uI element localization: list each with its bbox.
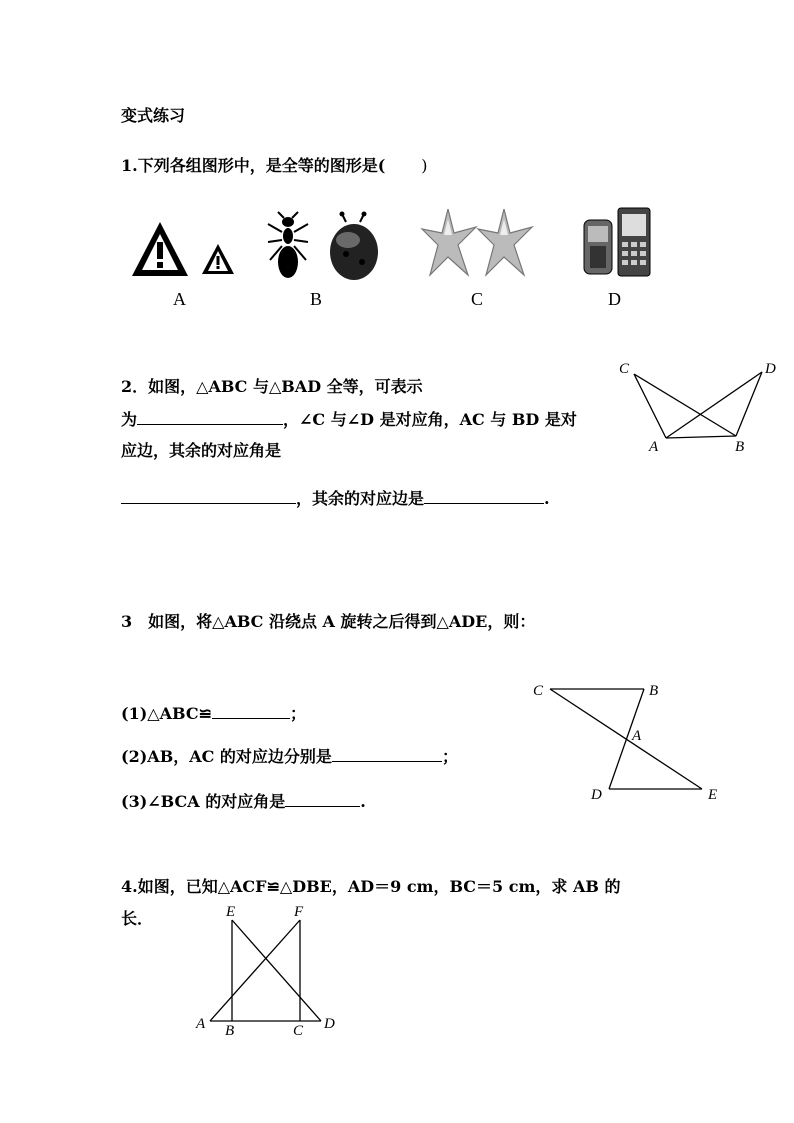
- q3-label-e: E: [708, 787, 718, 803]
- q3-sub1: [121, 704, 306, 724]
- q4-line1: 4.如图，已知△ACF≌△DBE，AD＝9 cm，BC＝5 cm，求 AB 的: [121, 877, 621, 896]
- q4-label-e: E: [226, 904, 236, 920]
- option-c-label: C: [471, 289, 484, 309]
- q2-label-b: B: [735, 439, 745, 455]
- q4-label-a: A: [196, 1016, 206, 1032]
- q3-figure: [530, 678, 730, 808]
- q3-answer-blank-3[interactable]: [285, 792, 360, 807]
- q2-figure: [616, 356, 786, 456]
- section-heading: 变式练习: [121, 106, 186, 125]
- q3-answer-blank-2[interactable]: [332, 747, 442, 762]
- q2-line2-mid: ，∠C 与∠D 是对应角，AC 与 BD 是对: [283, 410, 577, 429]
- q4-line2: 长．: [121, 909, 154, 928]
- q2-line2-start: 为: [121, 410, 138, 429]
- q3-answer-blank-1[interactable]: [212, 704, 290, 719]
- q2-line4-end: .: [544, 489, 550, 508]
- q3-label-a: A: [632, 728, 642, 744]
- q3-sub3: [121, 792, 366, 812]
- q4-label-c: C: [293, 1023, 304, 1039]
- q3-sub3-end: .: [360, 792, 366, 811]
- option-d-phones-image: [582, 206, 654, 280]
- q3-label-c: C: [533, 683, 544, 699]
- q3-sub3-start: (3)∠BCA 的对应角是: [121, 792, 286, 811]
- q2-answer-blank-3[interactable]: [424, 489, 544, 504]
- option-d-label: D: [608, 289, 621, 309]
- q2-line4: [121, 489, 550, 509]
- question-1-stem: [121, 156, 428, 176]
- q3-label-b: B: [649, 683, 659, 699]
- q4-label-f: F: [294, 904, 304, 920]
- q3-label-d: D: [591, 787, 602, 803]
- q2-line2: [121, 410, 577, 430]
- q2-line1: 2．如图，△ABC 与△BAD 全等，可表示: [121, 377, 423, 396]
- q3-sub2-end: ；: [441, 747, 458, 766]
- q2-answer-blank-1[interactable]: [137, 410, 283, 425]
- q2-answer-blank-2[interactable]: [121, 489, 296, 504]
- option-a-warning-signs-image: [130, 218, 240, 280]
- q3-sub1-start: (1)△ABC≌: [121, 704, 212, 723]
- option-c-stars-image: [422, 205, 534, 281]
- option-a-label: A: [173, 289, 186, 309]
- option-b-label: B: [310, 289, 323, 309]
- q2-label-d: D: [765, 361, 776, 377]
- q4-label-b: B: [225, 1023, 235, 1039]
- q3-sub1-end: ；: [289, 704, 306, 723]
- q2-label-c: C: [619, 361, 630, 377]
- q1-stem-text: 1.下列各组图形中，是全等的图形是(: [121, 156, 386, 175]
- q3-stem: 3 如图，将△ABC 沿绕点 A 旋转之后得到△ADE，则：: [121, 612, 536, 631]
- q2-line4-mid: ，其余的对应边是: [296, 489, 425, 508]
- q1-close-paren: ): [421, 156, 428, 175]
- option-b-ant-and-ladybug-image: [262, 210, 382, 282]
- q4-label-d: D: [324, 1016, 335, 1032]
- q2-label-a: A: [649, 439, 659, 455]
- q3-sub2: [121, 747, 458, 767]
- q4-figure: [190, 900, 350, 1042]
- q3-sub2-start: (2)AB，AC 的对应边分别是: [121, 747, 332, 766]
- q2-line3: 应边，其余的对应角是: [121, 441, 282, 460]
